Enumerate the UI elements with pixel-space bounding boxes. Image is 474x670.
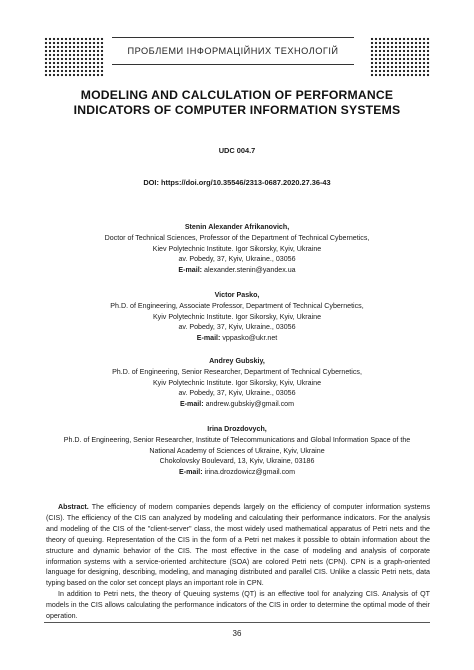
author-affiliation: Doctor of Technical Sciences, Professor of the Department of Technical Cybernetics, (104, 233, 370, 242)
abstract-paragraph (46, 502, 430, 589)
author-address: av. Pobedy, 37, Kyiv, Ukraine., 03056 (178, 323, 296, 332)
author-address: av. Pobedy, 37, Kyiv, Ukraine., 03056 (178, 255, 296, 264)
author-block (30, 424, 444, 478)
author-affiliation: Ph.D. of Engineering, Senior Researcher, Department of Technical Cybernetics, (112, 367, 362, 376)
journal-name: ПРОБЛЕМИ ІНФОРМАЦІЙНИХ ТЕХНОЛОГІЙ (127, 46, 339, 56)
abstract-paragraph: In addition to Petri nets, the theory of Queuing systems (QT) is an effective tool for analyzing CIS. Analysis of QT models in the CIS allows calculating the performance indicators of the CIS in order to determine the optimal mode of their operation. (46, 590, 430, 621)
email-label: E-mail: (178, 266, 203, 275)
author-email[interactable]: andrew.gubskiy@gmail.com (205, 400, 295, 409)
footer-divider (44, 622, 430, 623)
author-address: av. Pobedy, 37, Kyiv, Ukraine., 03056 (178, 389, 296, 398)
email-label: E-mail: (196, 334, 221, 343)
author-address: Chokolovsky Boulevard, 13, Kyiv, Ukraine, 03186 (159, 457, 315, 466)
author-institute: National Academy of Sciences of Ukraine, Kyiv, Ukraine (149, 446, 325, 455)
title-line-1: MODELING AND CALCULATION OF PERFORMANCE (80, 88, 394, 102)
author-affiliation: Ph.D. of Engineering, Associate Professor, Department of Technical Cybernetics, (110, 301, 364, 310)
author-email[interactable]: alexander.stenin@yandex.ua (204, 266, 296, 275)
page-number: 36 (232, 629, 242, 638)
author-email[interactable]: vppasko@ukr.net (222, 334, 278, 343)
author-institute: Kyiv Polytechnic Institute. Igor Sikorsky, Kyiv, Ukraine (152, 378, 322, 387)
author-affiliation: Ph.D. of Engineering, Senior Researcher, Institute of Telecommunications and Global Information Space of the (63, 435, 411, 444)
abstract-text: The efficiency of modern companies depends largely on the efficiency of computer information systems (CIS). The efficiency of the CIS can analyzed by modeling and calculating their performance indicators. For the analysis and modeling of the CIS of the "client-server" class, the most widely used mathematical apparatus of Petri nets and the theory of queuing. Representation of the CIS in the form of a Petri net makes it possible to obtain information about the structure and dynamic behavior of the CIS. The most effective in the case of modeling and analysis of corporate information systems with a service-oriented architecture (SOA) are colored Petri nets (CPN). CPN is a graph-oriented language for designing, describing, modeling, and managing distributed and parallel CIS. Unlike a classic Petri nets, data typing based on the color set concept plays an important role in CPN. (46, 503, 430, 588)
author-email-line (30, 399, 444, 410)
email-label: E-mail: (178, 468, 203, 477)
email-label: E-mail: (179, 400, 204, 409)
author-email-line (30, 467, 444, 478)
decorative-dot-pattern-right (370, 37, 430, 77)
author-name: Andrey Gubskiy, (209, 357, 265, 365)
author-block (30, 290, 444, 344)
doi-link[interactable]: DOI: https://doi.org/10.35546/2313-0687.2020.27.36-43 (143, 178, 331, 187)
author-block (30, 222, 444, 276)
abstract-section (46, 502, 430, 622)
author-institute: Kiev Polytechnic Institute. Igor Sikorsky, Kyiv, Ukraine (152, 244, 322, 253)
udc-code: UDC 004.7 (218, 146, 256, 155)
author-name: Stenin Alexander Afrikanovich, (184, 223, 290, 231)
title-line-2: INDICATORS OF COMPUTER INFORMATION SYSTEMS (73, 103, 401, 117)
author-email[interactable]: irina.drozdowicz@gmail.com (204, 468, 296, 477)
author-email-line (30, 265, 444, 276)
author-block (30, 356, 444, 410)
abstract-label: Abstract. (58, 503, 89, 511)
author-email-line (30, 333, 444, 344)
author-name: Victor Pasko, (214, 291, 260, 299)
journal-header (112, 37, 354, 65)
article-title (40, 88, 434, 118)
author-institute: Kyiv Polytechnic Institute. Igor Sikorsky, Kyiv, Ukraine (152, 312, 322, 321)
decorative-dot-pattern-left (44, 37, 104, 77)
author-name: Irina Drozdovych, (207, 425, 267, 433)
